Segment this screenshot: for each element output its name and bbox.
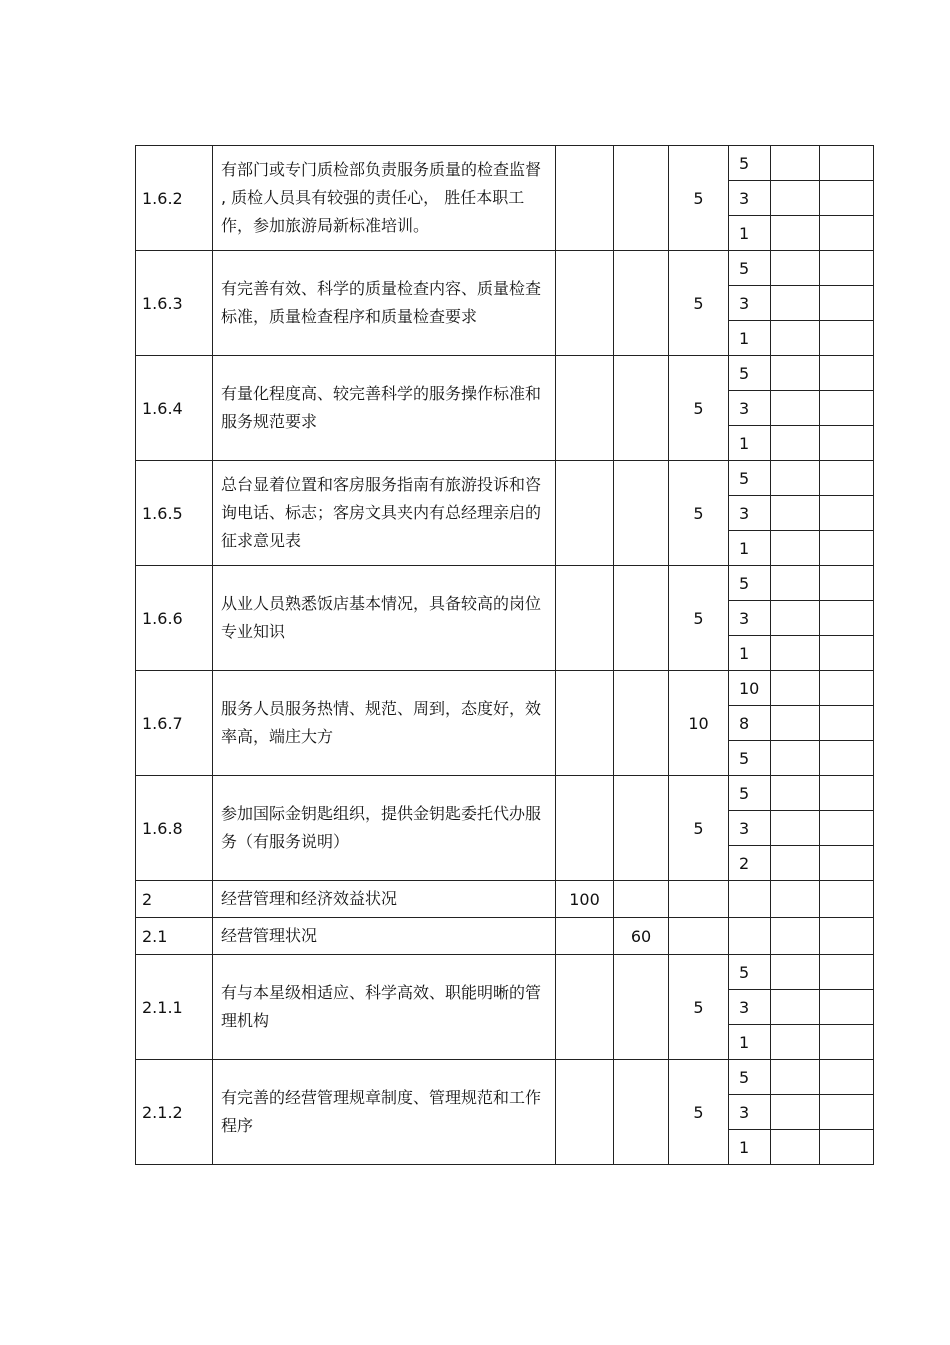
item-description: 从业人员熟悉饭店基本情况，具备较高的岗位专业知识: [213, 566, 556, 671]
total-points: [556, 566, 614, 671]
blank-cell: [820, 356, 874, 391]
blank-cell: [771, 286, 820, 321]
item-points: 5: [669, 356, 729, 461]
blank-cell: [820, 426, 874, 461]
total-points: [556, 461, 614, 566]
blank-cell: [771, 1025, 820, 1060]
blank-cell: [771, 356, 820, 391]
blank-cell: [771, 990, 820, 1025]
item-points: 5: [669, 461, 729, 566]
blank-cell: [820, 251, 874, 286]
blank-cell: [771, 955, 820, 990]
blank-cell: [820, 955, 874, 990]
total-points: [556, 146, 614, 251]
table-row: [136, 671, 874, 706]
blank-cell: [820, 496, 874, 531]
blank-cell: [820, 1095, 874, 1130]
subtotal-points: [614, 776, 669, 881]
blank-cell: [771, 216, 820, 251]
blank-cell: [820, 990, 874, 1025]
blank-cell: [771, 881, 820, 918]
table-row: [136, 776, 874, 811]
blank-cell: [820, 1025, 874, 1060]
item-description: 有完善有效、科学的质量检查内容、质量检查标准，质量检查程序和质量检查要求: [213, 251, 556, 356]
blank-cell: [820, 566, 874, 601]
item-description: 参加国际金钥匙组织，提供金钥匙委托代办服务（有服务说明）: [213, 776, 556, 881]
subtotal-points: [614, 1060, 669, 1165]
blank-cell: [820, 601, 874, 636]
total-points: [556, 356, 614, 461]
item-description: 有部门或专门质检部负责服务质量的检查监督 , 质检人员具有较强的责任心， 胜任本职工作，参加旅游局新标准培训。: [213, 146, 556, 251]
item-code: 1.6.7: [136, 671, 213, 776]
item-description: 有量化程度高、较完善科学的服务操作标准和服务规范要求: [213, 356, 556, 461]
item-points: 5: [669, 146, 729, 251]
blank-cell: [771, 461, 820, 496]
score-option: 5: [729, 776, 771, 811]
blank-cell: [771, 918, 820, 955]
score-cell: [729, 918, 771, 955]
subtotal-points: 60: [614, 918, 669, 955]
score-option: 5: [729, 566, 771, 601]
score-option: 1: [729, 636, 771, 671]
blank-cell: [820, 216, 874, 251]
item-code: 1.6.4: [136, 356, 213, 461]
subtotal-points: [614, 251, 669, 356]
table-row: [136, 461, 874, 496]
subtotal-points: [614, 881, 669, 918]
blank-cell: [771, 1130, 820, 1165]
blank-cell: [820, 461, 874, 496]
item-points: 5: [669, 776, 729, 881]
blank-cell: [820, 671, 874, 706]
score-option: 3: [729, 1095, 771, 1130]
score-option: 8: [729, 706, 771, 741]
score-option: 5: [729, 461, 771, 496]
item-code: 1.6.2: [136, 146, 213, 251]
item-code: 1.6.3: [136, 251, 213, 356]
total-points: [556, 671, 614, 776]
blank-cell: [771, 391, 820, 426]
blank-cell: [820, 636, 874, 671]
blank-cell: [820, 321, 874, 356]
blank-cell: [820, 391, 874, 426]
table-row: [136, 251, 874, 286]
item-code: 1.6.5: [136, 461, 213, 566]
table-row: [136, 955, 874, 990]
item-points: 10: [669, 671, 729, 776]
item-code: 2.1.1: [136, 955, 213, 1060]
score-option: 3: [729, 990, 771, 1025]
blank-cell: [771, 146, 820, 181]
table-body: [136, 146, 874, 1165]
score-option: 3: [729, 811, 771, 846]
total-points: [556, 251, 614, 356]
blank-cell: [771, 1060, 820, 1095]
blank-cell: [820, 181, 874, 216]
blank-cell: [771, 566, 820, 601]
table-row: [136, 1060, 874, 1095]
item-description: 有完善的经营管理规章制度、管理规范和工作程序: [213, 1060, 556, 1165]
score-option: 5: [729, 741, 771, 776]
blank-cell: [771, 426, 820, 461]
item-description: 经营管理和经济效益状况: [213, 881, 556, 918]
blank-cell: [820, 286, 874, 321]
score-option: 3: [729, 601, 771, 636]
item-code: 1.6.6: [136, 566, 213, 671]
blank-cell: [771, 181, 820, 216]
subtotal-points: [614, 146, 669, 251]
item-points: 5: [669, 566, 729, 671]
item-code: 2: [136, 881, 213, 918]
blank-cell: [820, 1130, 874, 1165]
score-option: 2: [729, 846, 771, 881]
item-points: 5: [669, 251, 729, 356]
score-option: 1: [729, 216, 771, 251]
item-points: 5: [669, 955, 729, 1060]
blank-cell: [820, 846, 874, 881]
blank-cell: [771, 251, 820, 286]
blank-cell: [771, 671, 820, 706]
item-points: 5: [669, 1060, 729, 1165]
score-option: 5: [729, 955, 771, 990]
score-cell: [729, 881, 771, 918]
subtotal-points: [614, 461, 669, 566]
score-option: 5: [729, 1060, 771, 1095]
blank-cell: [771, 496, 820, 531]
score-option: 1: [729, 321, 771, 356]
score-table: [135, 145, 874, 1165]
table-row: [136, 146, 874, 181]
subtotal-points: [614, 566, 669, 671]
blank-cell: [820, 531, 874, 566]
score-option: 5: [729, 356, 771, 391]
blank-cell: [771, 321, 820, 356]
item-code: 1.6.8: [136, 776, 213, 881]
blank-cell: [820, 1060, 874, 1095]
item-description: 服务人员服务热情、规范、周到，态度好，效率高，端庄大方: [213, 671, 556, 776]
table-row: [136, 566, 874, 601]
blank-cell: [771, 636, 820, 671]
score-option: 1: [729, 1025, 771, 1060]
blank-cell: [820, 146, 874, 181]
total-points: [556, 955, 614, 1060]
table-row: [136, 881, 874, 918]
points-cell: [669, 918, 729, 955]
item-description: 经营管理状况: [213, 918, 556, 955]
subtotal-points: [614, 671, 669, 776]
score-option: 3: [729, 286, 771, 321]
score-option: 3: [729, 496, 771, 531]
item-description: 有与本星级相适应、科学高效、职能明晰的管理机构: [213, 955, 556, 1060]
item-code: 2.1.2: [136, 1060, 213, 1165]
blank-cell: [771, 1095, 820, 1130]
score-option: 3: [729, 391, 771, 426]
score-option: 3: [729, 181, 771, 216]
score-option: 10: [729, 671, 771, 706]
score-option: 1: [729, 1130, 771, 1165]
blank-cell: [771, 811, 820, 846]
score-option: 5: [729, 146, 771, 181]
blank-cell: [771, 531, 820, 566]
score-option: 5: [729, 251, 771, 286]
blank-cell: [771, 706, 820, 741]
total-points: [556, 918, 614, 955]
item-code: 2.1: [136, 918, 213, 955]
total-points: [556, 776, 614, 881]
item-description: 总台显着位置和客房服务指南有旅游投诉和咨询电话、标志；客房文具夹内有总经理亲启的征求意见表: [213, 461, 556, 566]
score-option: 1: [729, 426, 771, 461]
blank-cell: [771, 846, 820, 881]
score-option: 1: [729, 531, 771, 566]
total-points: 100: [556, 881, 614, 918]
blank-cell: [771, 601, 820, 636]
blank-cell: [771, 776, 820, 811]
table-row: [136, 356, 874, 391]
blank-cell: [820, 776, 874, 811]
table-row: [136, 918, 874, 955]
blank-cell: [820, 741, 874, 776]
blank-cell: [820, 881, 874, 918]
blank-cell: [820, 811, 874, 846]
subtotal-points: [614, 955, 669, 1060]
points-cell: [669, 881, 729, 918]
blank-cell: [771, 741, 820, 776]
total-points: [556, 1060, 614, 1165]
blank-cell: [820, 706, 874, 741]
subtotal-points: [614, 356, 669, 461]
blank-cell: [820, 918, 874, 955]
